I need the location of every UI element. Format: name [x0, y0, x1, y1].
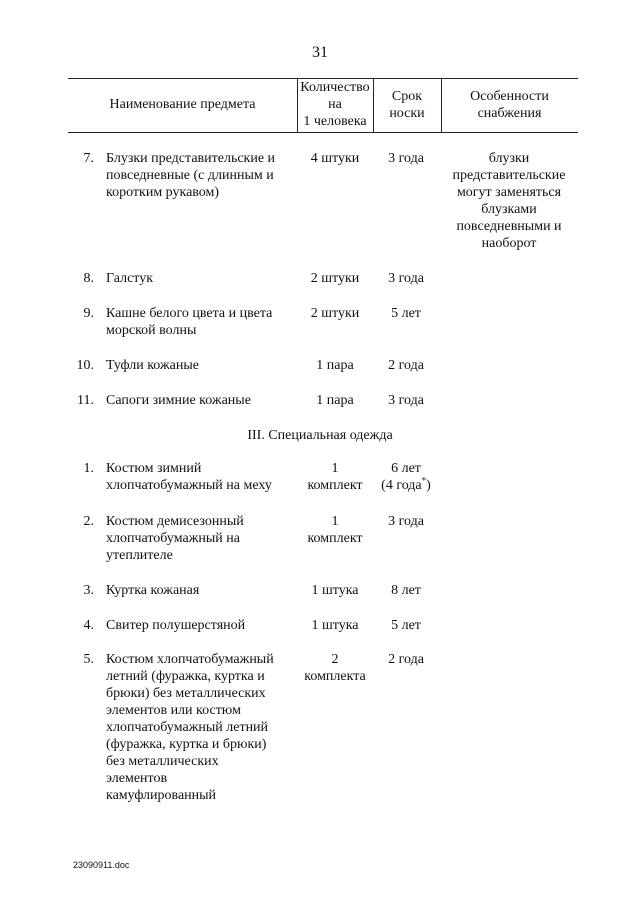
- item-name: [106, 270, 298, 287]
- header-term-line: Срок: [391, 89, 423, 104]
- item-notes-line: могут заменяться: [456, 185, 562, 200]
- item-name-line: Сапоги зимние кожаные: [106, 393, 251, 408]
- item-name-line: повседневные (с длинным и: [106, 168, 274, 183]
- item-quantity: [297, 305, 373, 322]
- header-term-line: носки: [389, 106, 425, 121]
- item-term: [370, 150, 442, 167]
- row-number: 1.: [83, 461, 94, 476]
- item-name-line: Костюм хлопчатобумажный: [106, 652, 274, 667]
- row-number: 5.: [83, 652, 94, 667]
- item-notes-line: блузками: [481, 202, 537, 217]
- item-term-line: 3 года: [388, 514, 424, 529]
- item-term-line: 2 года: [388, 652, 424, 667]
- item-quantity: [297, 150, 373, 167]
- item-name-line: летний (фуражка, куртка и: [106, 669, 265, 684]
- item-term-line: 3 года: [388, 151, 424, 166]
- header-quantity: [297, 79, 373, 130]
- item-quantity-line: 4 штуки: [310, 151, 360, 166]
- row-number: 10.: [76, 358, 94, 373]
- row-number: 2.: [83, 514, 94, 529]
- item-quantity-line: комплект: [307, 478, 363, 493]
- item-name-line: элементов: [106, 771, 168, 786]
- item-notes-line: блузки: [488, 151, 530, 166]
- item-name-line: Кашне белого цвета и цвета: [106, 306, 273, 321]
- item-quantity-line: комплекта: [304, 669, 366, 684]
- header-notes: [441, 88, 578, 122]
- item-quantity-line: 1 штука: [311, 618, 359, 633]
- row-number: 4.: [83, 618, 94, 633]
- item-name-line: Свитер полушерстяной: [106, 618, 246, 633]
- item-notes-line: представительские: [452, 168, 566, 183]
- item-name-line: коротким рукавом): [106, 185, 220, 200]
- header-term: [373, 88, 441, 122]
- item-quantity-line: 2 штуки: [310, 271, 360, 286]
- footnote-mark: *: [421, 475, 427, 486]
- item-name-line: Туфли кожаные: [106, 358, 199, 373]
- item-quantity-line: 1 штука: [311, 583, 359, 598]
- item-name: [106, 357, 298, 374]
- item-quantity-line: 1 пара: [316, 358, 354, 373]
- header-notes-line: Особенности: [470, 89, 549, 104]
- item-name: [106, 392, 298, 409]
- item-term-line: 2 года: [388, 358, 424, 373]
- item-quantity-line: 2 штуки: [310, 306, 360, 321]
- item-term-line: 8 лет: [391, 583, 421, 598]
- item-name: [106, 460, 298, 494]
- row-number: 9.: [83, 306, 94, 321]
- item-name-line: брюки) без металлических: [106, 686, 266, 701]
- item-notes-line: наоборот: [481, 236, 537, 251]
- item-quantity: [297, 460, 373, 494]
- item-name-line: хлопчатобумажный на: [106, 531, 240, 546]
- item-name-line: Галстук: [106, 271, 154, 286]
- item-name-line: (фуражка, куртка и брюки): [106, 737, 267, 752]
- item-notes: [440, 150, 578, 252]
- item-name: [106, 582, 298, 599]
- row-number: 3.: [83, 583, 94, 598]
- item-term: [370, 305, 442, 322]
- item-quantity: [297, 392, 373, 409]
- item-quantity: [297, 651, 373, 685]
- item-name-line: элементов или костюм: [106, 703, 241, 718]
- item-quantity-line: 1 пара: [316, 393, 354, 408]
- item-name: [106, 150, 298, 201]
- item-notes-line: повседневными и: [456, 219, 562, 234]
- item-quantity-line: 1: [331, 461, 339, 476]
- row-number: 8.: [83, 271, 94, 286]
- item-term: [370, 651, 442, 668]
- item-quantity-line: комплект: [307, 531, 363, 546]
- item-term-line: 5 лет: [391, 618, 421, 633]
- item-name-line: без металлических: [106, 754, 219, 769]
- header-notes-line: снабжения: [477, 106, 542, 121]
- item-term-line: 3 года: [388, 271, 424, 286]
- item-quantity: [297, 513, 373, 547]
- footer-filename: 23090911.doc: [73, 860, 130, 870]
- item-name-line: хлопчатобумажный на меху: [106, 478, 272, 493]
- item-quantity: [297, 357, 373, 374]
- row-number: 7.: [83, 151, 94, 166]
- item-term-line: (4 года*): [381, 475, 431, 493]
- item-term: [370, 582, 442, 599]
- item-name: [106, 651, 298, 804]
- item-term: [370, 357, 442, 374]
- item-name-line: Куртка кожаная: [106, 583, 200, 598]
- item-name-line: Костюм зимний: [106, 461, 202, 476]
- item-term: [370, 392, 442, 409]
- header-name: Наименование предмета: [109, 97, 256, 112]
- item-name-line: хлопчатобумажный летний: [106, 720, 269, 735]
- item-name-line: Костюм демисезонный: [106, 514, 244, 529]
- item-name-line: камуфлированный: [106, 788, 217, 803]
- item-name: [106, 305, 298, 339]
- item-quantity: [297, 617, 373, 634]
- header-quantity-line: на: [328, 97, 342, 112]
- header-quantity-line: Количество: [300, 80, 370, 95]
- item-term: [370, 617, 442, 634]
- row-number: 11.: [77, 393, 94, 408]
- item-name-line: утеплителе: [106, 548, 173, 563]
- item-quantity-line: 2: [331, 652, 339, 667]
- item-name: [106, 513, 298, 564]
- item-term-line: 3 года: [388, 393, 424, 408]
- item-term-line: 6 лет: [391, 461, 421, 476]
- item-quantity-line: 1: [331, 514, 339, 529]
- section-title: III. Специальная одежда: [247, 428, 393, 443]
- page-number: 31: [312, 44, 328, 61]
- item-term-line: 5 лет: [391, 306, 421, 321]
- header-quantity-line: 1 человека: [303, 114, 367, 129]
- item-term: [370, 460, 442, 494]
- item-name-line: Блузки представительские и: [106, 151, 276, 166]
- item-quantity: [297, 270, 373, 287]
- header-bottom-rule: [68, 132, 578, 133]
- item-term: [370, 513, 442, 530]
- item-quantity: [297, 582, 373, 599]
- item-name: [106, 617, 298, 634]
- item-term: [370, 270, 442, 287]
- item-name-line: морской волны: [106, 323, 197, 338]
